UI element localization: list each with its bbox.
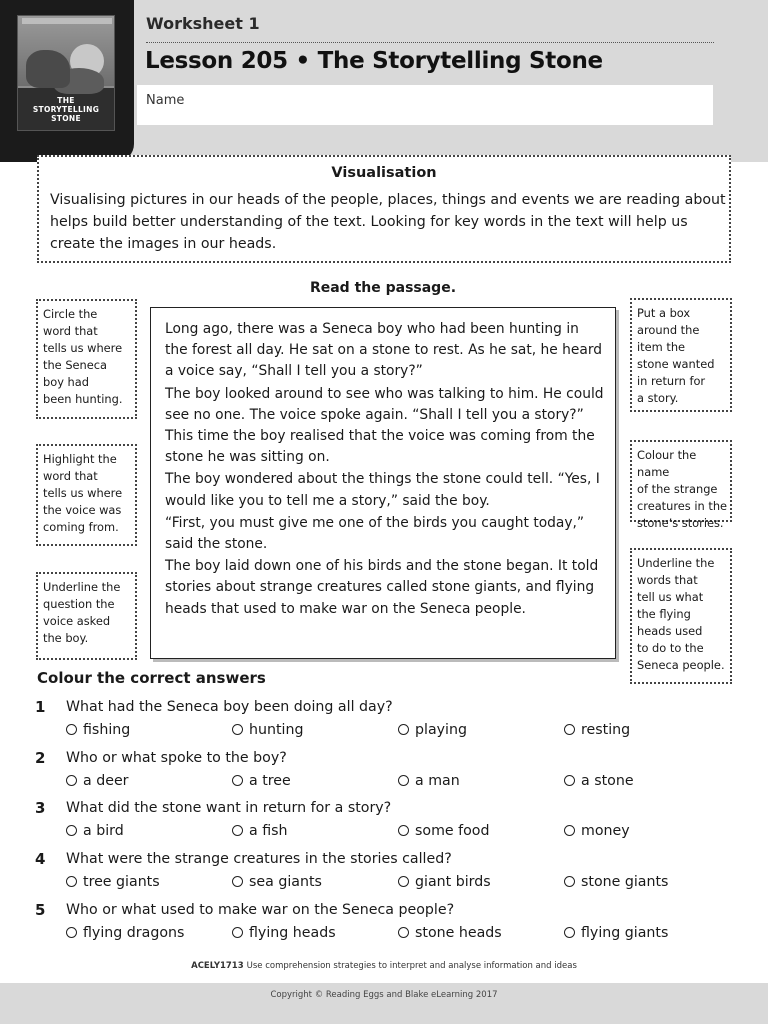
- reading-passage: [150, 307, 616, 659]
- curriculum-code-text: Use comprehension strategies to interpret and analyse information and ideas: [246, 961, 577, 971]
- curriculum-code: [0, 961, 768, 971]
- footer-bar: [0, 983, 768, 1024]
- questions-heading: Colour the correct answers: [37, 669, 266, 687]
- answer-option[interactable]: money: [564, 823, 630, 839]
- question-4: [35, 850, 735, 900]
- name-label: Name: [146, 93, 185, 108]
- visualisation-text: Visualising pictures in our heads of the people, places, things and events we are reading about helps build better understanding of the text. Looking for key words in the text will help us create the images in our heads.: [50, 192, 726, 252]
- radio-circle-icon[interactable]: [564, 825, 575, 836]
- instruction-highlight-voice: Highlight the word that tells us where the voice was coming from.: [36, 444, 137, 546]
- radio-circle-icon[interactable]: [398, 775, 409, 786]
- radio-circle-icon[interactable]: [66, 724, 77, 735]
- answer-option[interactable]: a stone: [564, 773, 634, 789]
- answer-option[interactable]: flying dragons: [66, 925, 184, 941]
- instruction-colour-creatures: Colour the name of the strange creatures in the stone’s stories.: [630, 440, 732, 522]
- radio-circle-icon[interactable]: [398, 825, 409, 836]
- answer-option[interactable]: flying heads: [232, 925, 336, 941]
- question-number: 1: [35, 698, 46, 716]
- radio-circle-icon[interactable]: [232, 825, 243, 836]
- answer-option[interactable]: a tree: [232, 773, 291, 789]
- answer-option[interactable]: stone heads: [398, 925, 502, 941]
- lesson-title: Lesson 205 • The Storytelling Stone: [145, 48, 603, 74]
- radio-circle-icon[interactable]: [564, 927, 575, 938]
- visualisation-box: [37, 155, 731, 263]
- radio-circle-icon[interactable]: [398, 927, 409, 938]
- question-3: [35, 799, 735, 849]
- question-text: Who or what used to make war on the Seneca people?: [66, 902, 455, 918]
- curriculum-code-id: ACELY1713: [191, 961, 244, 971]
- question-number: 5: [35, 901, 46, 919]
- passage-paragraph: The boy laid down one of his birds and the stone began. It told stories about strange creatures called stone giants, and flying heads that used to make war on the Seneca people.: [165, 558, 599, 617]
- question-text: What were the strange creatures in the stories called?: [66, 851, 452, 867]
- radio-circle-icon[interactable]: [232, 927, 243, 938]
- question-number: 4: [35, 850, 46, 868]
- answer-option[interactable]: a fish: [232, 823, 288, 839]
- answer-option[interactable]: tree giants: [66, 874, 160, 890]
- question-text: What did the stone want in return for a story?: [66, 800, 392, 816]
- radio-circle-icon[interactable]: [66, 825, 77, 836]
- instruction-box-item: Put a box around the item the stone wanted in return for a story.: [630, 298, 732, 412]
- instruction-underline-flying-heads: Underline the words that tell us what the flying heads used to do to the Seneca people.: [630, 548, 732, 684]
- radio-circle-icon[interactable]: [564, 724, 575, 735]
- radio-circle-icon[interactable]: [66, 927, 77, 938]
- answer-option[interactable]: playing: [398, 722, 467, 738]
- book-cover-frame: [0, 0, 134, 162]
- name-field[interactable]: [137, 85, 713, 125]
- answer-option[interactable]: resting: [564, 722, 630, 738]
- radio-circle-icon[interactable]: [564, 876, 575, 887]
- question-2: [35, 749, 735, 799]
- radio-circle-icon[interactable]: [398, 876, 409, 887]
- question-number: 3: [35, 799, 46, 817]
- radio-circle-icon[interactable]: [232, 876, 243, 887]
- worksheet-number: Worksheet 1: [146, 14, 260, 33]
- question-number: 2: [35, 749, 46, 767]
- answer-option[interactable]: fishing: [66, 722, 130, 738]
- passage-paragraph: Long ago, there was a Seneca boy who had been hunting in the forest all day. He sat on a stone to rest. As he sat, he heard a voice say, “Shall I tell you a story?”: [165, 321, 603, 380]
- question-text: What had the Seneca boy been doing all day?: [66, 699, 393, 715]
- answer-option[interactable]: giant birds: [398, 874, 491, 890]
- answer-option[interactable]: a bird: [66, 823, 124, 839]
- radio-circle-icon[interactable]: [232, 775, 243, 786]
- radio-circle-icon[interactable]: [66, 775, 77, 786]
- copyright-text: Copyright © Reading Eggs and Blake eLearning 2017: [270, 990, 498, 1000]
- question-text: Who or what spoke to the boy?: [66, 750, 287, 766]
- radio-circle-icon[interactable]: [66, 876, 77, 887]
- answer-option[interactable]: hunting: [232, 722, 303, 738]
- answer-option[interactable]: stone giants: [564, 874, 668, 890]
- instruction-underline-question: Underline the question the voice asked the boy.: [36, 572, 137, 660]
- radio-circle-icon[interactable]: [564, 775, 575, 786]
- radio-circle-icon[interactable]: [398, 724, 409, 735]
- answer-option[interactable]: a deer: [66, 773, 129, 789]
- header-divider: [146, 42, 714, 43]
- question-5: [35, 901, 735, 951]
- answer-option[interactable]: flying giants: [564, 925, 668, 941]
- worksheet-header: [0, 0, 768, 162]
- answer-option[interactable]: sea giants: [232, 874, 322, 890]
- answer-option[interactable]: some food: [398, 823, 490, 839]
- book-cover-title: THE STORYTELLING STONE: [32, 96, 100, 123]
- passage-paragraph: “First, you must give me one of the birds you caught today,” said the stone.: [165, 514, 585, 553]
- radio-circle-icon[interactable]: [232, 724, 243, 735]
- book-cover-image: [17, 15, 115, 131]
- visualisation-title: Visualisation: [331, 165, 437, 181]
- question-1: [35, 698, 735, 748]
- passage-paragraph: The boy wondered about the things the stone could tell. “Yes, I would like you to tell me a story,” said the boy.: [165, 471, 600, 509]
- passage-paragraph: The boy looked around to see who was talking to him. He could see no one. The voice spoke again. “Shall I tell you a story?” This time the boy realised that the voice was coming from the stone he was sitting on.: [165, 385, 604, 466]
- passage-heading: Read the passage.: [309, 280, 457, 296]
- instruction-circle-hunting: Circle the word that tells us where the Seneca boy had been hunting.: [36, 299, 137, 419]
- answer-option[interactable]: a man: [398, 773, 460, 789]
